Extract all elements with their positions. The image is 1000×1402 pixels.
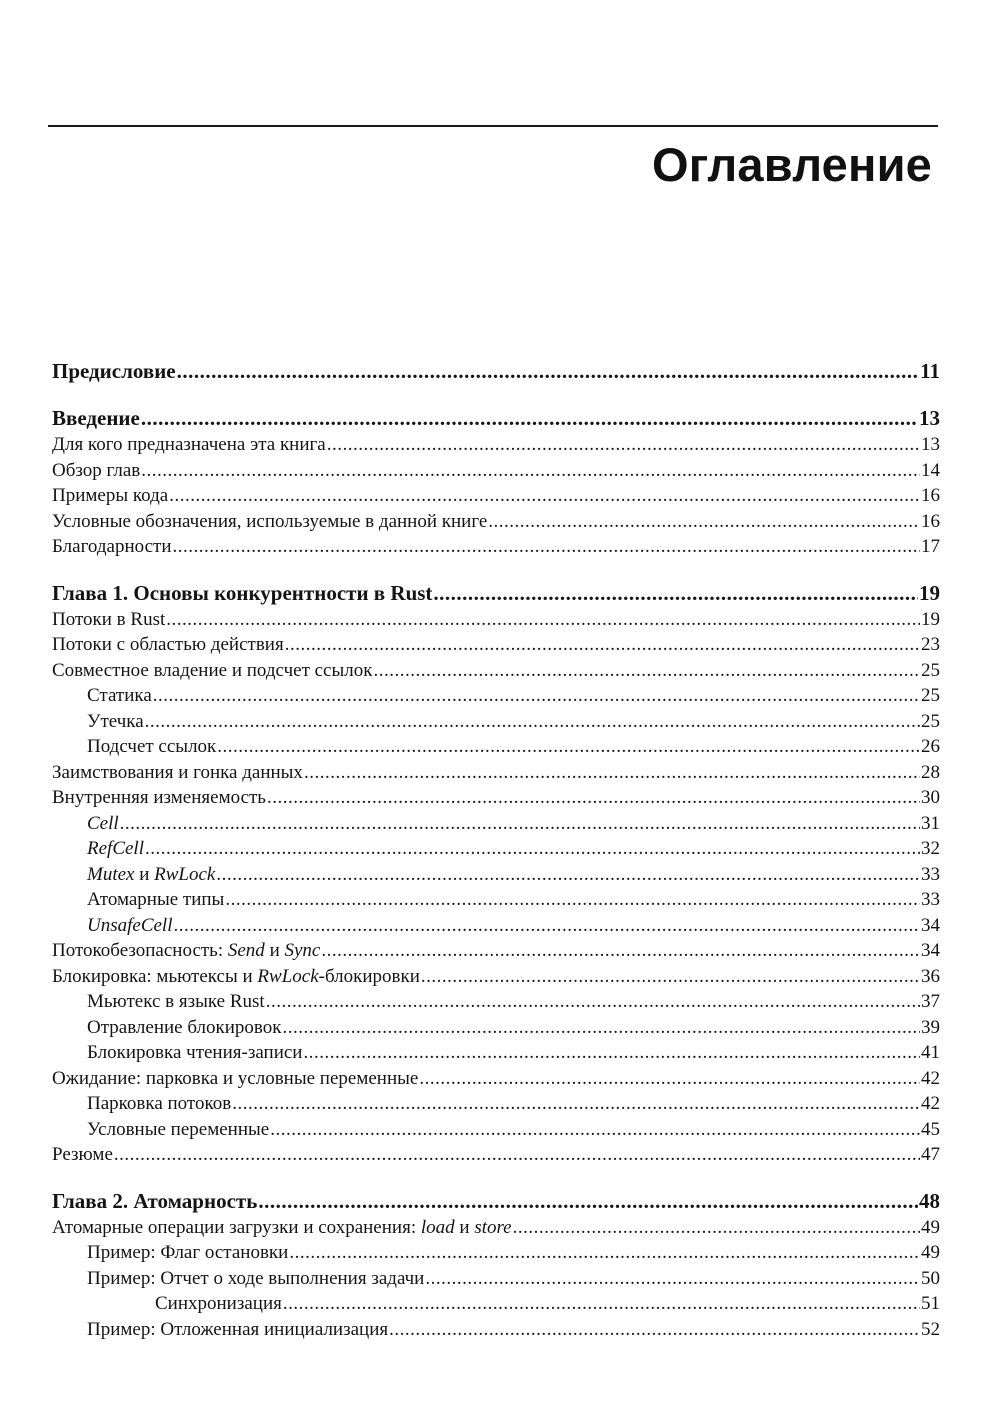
toc-entry-title: Cell [87, 812, 119, 834]
toc-title-part: Блокировка: мьютексы и [52, 965, 258, 987]
toc-entry [52, 1291, 940, 1317]
toc-page-number: 47 [921, 1144, 940, 1165]
toc-entry [52, 1066, 940, 1092]
toc-page-number: 33 [921, 863, 940, 885]
toc-entry-title: Примеры кода [52, 485, 169, 506]
toc-entry [52, 358, 940, 385]
toc-page-number: 17 [921, 536, 940, 557]
toc-entry-title: Глава 2. Атомарность [52, 1188, 258, 1213]
toc-entry-title: Обзор глав [52, 459, 141, 481]
toc-title-part: store [474, 1216, 512, 1238]
toc-entry [52, 709, 940, 735]
toc-title-part: и [454, 1216, 475, 1238]
toc-entry [52, 1240, 940, 1266]
toc-entry-title: Глава 1. Основы конкурентности в Rust [52, 580, 433, 605]
dot-leader [225, 887, 920, 913]
toc-entry-title: Утечка [87, 710, 144, 732]
toc-entry [52, 938, 940, 964]
toc-page-number: 19 [921, 608, 940, 630]
dot-leader [513, 1215, 920, 1241]
toc-entry [52, 534, 940, 560]
toc-entry-title: Потоки в Rust [52, 608, 166, 630]
toc-entry-title: Для кого предназначена эта книга [52, 434, 326, 455]
toc-entry [52, 1091, 940, 1117]
toc-entry [52, 580, 940, 607]
toc-page-number: 50 [921, 1267, 940, 1289]
toc-title-part: Mutex [87, 863, 135, 885]
toc-entry-title: Заимствования и гонка данных [52, 761, 303, 783]
dot-leader [217, 734, 920, 760]
dot-leader [433, 580, 918, 607]
toc-entry-title: Мьютекс в языке Rust [87, 991, 265, 1012]
toc-entry [52, 683, 940, 709]
toc-entry [52, 458, 940, 484]
dot-leader [321, 938, 920, 964]
toc-page-number: 19 [919, 580, 940, 605]
toc-page-number: 23 [921, 634, 940, 655]
dot-leader [232, 1091, 920, 1117]
toc-title-part: RwLock [257, 965, 319, 987]
toc-entry [52, 811, 940, 837]
toc-entry [52, 1015, 940, 1041]
toc-entry [52, 862, 940, 888]
toc-entry-title: Предисловие [52, 359, 176, 383]
toc-entry [52, 785, 940, 811]
toc-entry-title: Потоки с областью действия [52, 634, 284, 655]
toc-entry [52, 1266, 940, 1292]
toc-entry-title: RefCell [87, 838, 144, 859]
toc-entry-title: Блокировка чтения-записи [87, 1042, 303, 1063]
toc-entry [52, 1215, 940, 1241]
toc-entry-title: Введение [52, 406, 140, 430]
toc-page-number: 13 [921, 434, 940, 455]
dot-leader [166, 607, 920, 633]
toc-entry-title: Благодарности [52, 536, 172, 557]
toc-page-number: 32 [921, 838, 940, 859]
dot-leader [289, 1240, 920, 1266]
toc-page-number: 25 [921, 659, 940, 681]
page-title: Оглавление [651, 138, 932, 191]
dot-leader [141, 458, 920, 484]
toc-page-number: 16 [921, 510, 940, 532]
toc-page-number: 31 [921, 812, 940, 834]
dot-leader [114, 1142, 920, 1168]
dot-leader [267, 785, 920, 811]
toc-entry-title: Синхронизация [155, 1293, 282, 1314]
dot-leader [373, 658, 920, 684]
dot-leader [173, 534, 921, 560]
toc-entry [52, 483, 940, 509]
toc-entry [52, 658, 940, 684]
toc-entry-title: Подсчет ссылок [87, 736, 217, 757]
toc-entry [52, 405, 940, 432]
toc-entry [52, 989, 940, 1015]
dot-leader [425, 1266, 920, 1292]
dot-leader [421, 964, 920, 990]
toc-entry [52, 1040, 940, 1066]
dot-leader [145, 709, 920, 735]
dot-leader [266, 989, 920, 1015]
toc-title-part: Атомарные операции загрузки и сохранения: [52, 1216, 421, 1238]
toc-page-number: 39 [921, 1016, 940, 1038]
toc-entry [52, 432, 940, 458]
toc-page-number: 14 [921, 459, 940, 481]
toc-entry-title: Отравление блокировок [87, 1016, 282, 1038]
toc-entry-title: Внутренняя изменяемость [52, 787, 266, 808]
toc-page-number: 13 [919, 406, 940, 430]
toc-entry-title: Условные переменные [87, 1118, 270, 1140]
toc-title-part: Sync [284, 940, 321, 961]
toc-title-part: -блокировки [318, 965, 420, 987]
toc-entry-title [87, 862, 215, 888]
toc-entry-title: Условные обозначения, используемые в данной книге [52, 510, 488, 532]
toc-page-number: 52 [921, 1318, 940, 1340]
toc-entry-title: Парковка потоков [87, 1093, 232, 1114]
toc-page-number: 49 [921, 1242, 940, 1263]
toc-entry-title: Ожидание: парковка и условные переменные [52, 1067, 419, 1089]
dot-leader [488, 509, 920, 535]
toc-entry [52, 760, 940, 786]
toc-title-part: load [420, 1216, 455, 1238]
toc-entry-title: Пример: Флаг остановки [87, 1242, 289, 1263]
toc-entry [52, 836, 940, 862]
toc-entry-title: Пример: Отложенная инициализация [87, 1318, 389, 1340]
toc-page-number: 33 [921, 889, 940, 910]
toc-entry-title: Совместное владение и подсчет ссылок [52, 659, 373, 681]
dot-leader [216, 862, 920, 888]
toc-page-number: 48 [919, 1188, 940, 1213]
dot-leader [141, 405, 918, 432]
toc-page-number: 11 [920, 359, 940, 383]
dot-leader [169, 483, 920, 509]
toc-entry [52, 887, 940, 913]
toc-entry-title [52, 1215, 512, 1241]
dot-leader [285, 632, 920, 658]
top-rule [48, 125, 938, 127]
toc-page-number: 28 [921, 761, 940, 783]
toc-entry [52, 1188, 940, 1215]
toc-entry-title: Пример: Отчет о ходе выполнения задачи [87, 1267, 425, 1289]
toc-entry-title: UnsafeCell [87, 914, 173, 936]
dot-leader [177, 358, 920, 385]
dot-leader [283, 1291, 920, 1317]
toc-page-number: 34 [921, 940, 940, 961]
toc-title-part: RwLock [154, 863, 216, 885]
toc-entry [52, 607, 940, 633]
toc-page-number: 16 [921, 485, 940, 506]
dot-leader [304, 760, 920, 786]
dot-leader [283, 1015, 921, 1041]
toc-page-number: 26 [921, 736, 940, 757]
toc-entry-title: Резюме [52, 1144, 113, 1165]
toc-entry [52, 632, 940, 658]
toc-page-number: 25 [921, 685, 940, 706]
dot-leader [153, 683, 920, 709]
toc-page-number: 37 [921, 991, 940, 1012]
dot-leader [327, 432, 920, 458]
toc-entry-title [52, 964, 420, 990]
toc-page-number: 30 [921, 787, 940, 808]
dot-leader [174, 913, 921, 939]
toc-page-number: 42 [921, 1067, 940, 1089]
toc-page-number: 42 [921, 1093, 940, 1114]
toc-title-part: Send [227, 940, 265, 961]
toc-entry [52, 1317, 940, 1343]
toc-page-number: 41 [921, 1042, 940, 1063]
toc-entry-title [52, 938, 320, 964]
table-of-contents [52, 358, 940, 1342]
toc-title-part: Потокобезопасность: [52, 940, 228, 961]
toc-entry [52, 964, 940, 990]
toc-entry [52, 509, 940, 535]
toc-page-number: 45 [921, 1118, 940, 1140]
toc-page-number: 51 [921, 1293, 940, 1314]
dot-leader [258, 1188, 918, 1215]
dot-leader [419, 1066, 920, 1092]
toc-page-number: 49 [921, 1216, 940, 1238]
toc-page-number: 25 [921, 710, 940, 732]
dot-leader [120, 811, 920, 837]
dot-leader [303, 1040, 920, 1066]
toc-title-part: и [264, 940, 285, 961]
toc-entry [52, 734, 940, 760]
dot-leader [270, 1117, 920, 1143]
toc-page-number: 34 [921, 914, 940, 936]
toc-entry-title: Статика [87, 685, 152, 706]
toc-title-part: и [134, 863, 155, 885]
toc-page-number: 36 [921, 965, 940, 987]
toc-entry [52, 913, 940, 939]
dot-leader [389, 1317, 920, 1343]
toc-entry-title: Атомарные типы [87, 889, 225, 910]
toc-entry [52, 1142, 940, 1168]
toc-entry [52, 1117, 940, 1143]
dot-leader [145, 836, 920, 862]
